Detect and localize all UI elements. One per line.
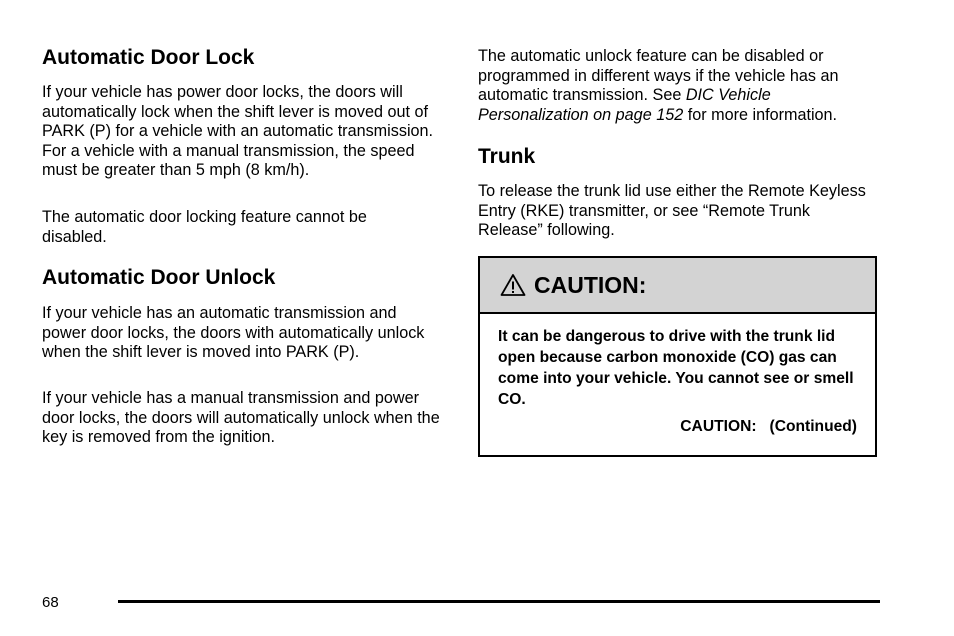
heading-automatic-door-unlock: Automatic Door Unlock [42, 266, 276, 289]
unlock-programming-text-a: The automatic unlock feature can be disabled or programmed in different ways if the vehicle has an automatic transmission. See [478, 47, 839, 104]
paragraph-door-lock-description: If your vehicle has power door locks, the doors will automatically lock when the shift lever is moved out of PARK (P) for a vehicle with an automatic transmission. For a vehicle with a manual transmission, the speed must be greater than 5 mph (8 km/h). [42, 83, 434, 179]
paragraph-trunk-release: To release the trunk lid use either the Remote Keyless Entry (RKE) transmitter, or see “Remote Trunk Release” following. [478, 182, 866, 239]
caution-continued-label: CAUTION: (Continued) [680, 418, 857, 435]
warning-triangle-icon [500, 273, 526, 297]
caution-body-text: It can be dangerous to drive with the trunk lid open because carbon monoxide (CO) gas can come into your vehicle. You cannot see or smell CO. [498, 328, 854, 408]
heading-trunk: Trunk [478, 145, 536, 168]
dic-personalization-reference: DIC Vehicle Personalization on page 152 [478, 86, 771, 124]
paragraph-door-unlock-manual: If your vehicle has a manual transmission and power door locks, the doors will automatically unlock when the key is removed from the ignition. [42, 389, 440, 446]
caution-title: CAUTION: [534, 271, 647, 298]
paragraph-door-lock-cannot-disable: The automatic door locking feature cannot be disabled. [42, 208, 367, 246]
unlock-programming-text-b: for more information. [683, 105, 838, 124]
footer-rule [118, 600, 880, 603]
heading-automatic-door-lock: Automatic Door Lock [42, 46, 255, 69]
paragraph-unlock-programming [478, 47, 878, 125]
paragraph-door-unlock-automatic: If your vehicle has an automatic transmission and power door locks, the doors with automatically unlock when the shift lever is moved into PARK (P). [42, 304, 425, 361]
caution-box [478, 256, 877, 457]
caution-header [480, 258, 875, 314]
page-number: 68 [42, 594, 59, 611]
